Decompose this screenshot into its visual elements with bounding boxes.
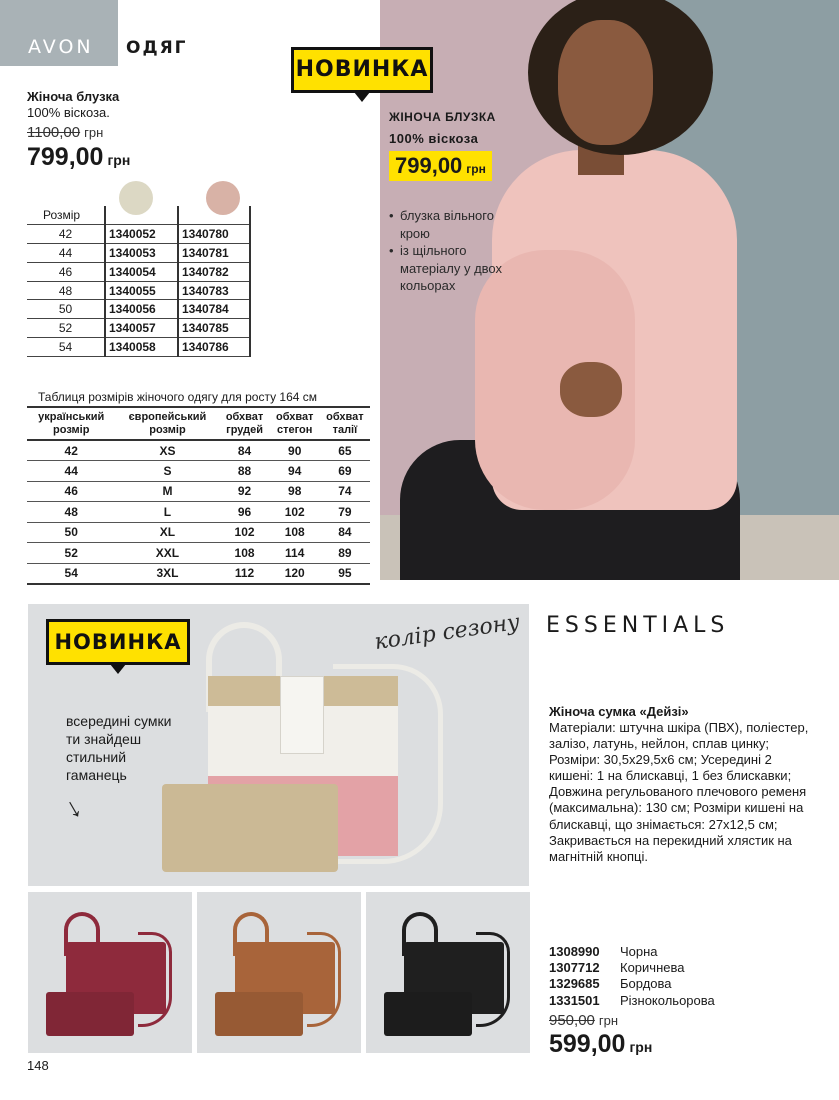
variant-color: Коричнева — [620, 960, 685, 976]
variant-code: 1308990 — [549, 944, 600, 959]
currency: грн — [84, 125, 104, 140]
blouse-material: 100% віскоза. — [27, 105, 110, 120]
variant-code: 1307712 — [549, 960, 600, 976]
code-cell: 1340781 — [178, 244, 250, 263]
currency: грн — [598, 1013, 619, 1028]
size-chart-cell: 112 — [219, 563, 269, 584]
old-price-value: 950,00 — [549, 1012, 595, 1029]
size-cell: 42 — [27, 225, 105, 244]
old-price-value: 1100,00 — [27, 124, 81, 141]
code-cell: 1340058 — [105, 338, 178, 357]
thumb-wallet — [46, 992, 134, 1036]
season-color-script: колір сезону — [372, 609, 522, 656]
code-cell: 1340057 — [105, 319, 178, 338]
code-cell: 1340054 — [105, 262, 178, 281]
header-line: розмір — [53, 423, 90, 436]
bag-description: Матеріали: штучна шкіра (ПВХ), поліестер, залізо, латунь, нейлон, сплав цинку; Розміри: 30,5х29,5х6 см; Усередині 2 кишені: 1 на блискавці, 1 без блискавки; Довжина регульованого плечового ременя (максимальна): 130 см; Розміри кишені на блискавці, що знімається: 27х12,5 см; Закривається на перекидний хлястик на магнітній кнопці. — [549, 720, 809, 864]
header-line: український — [38, 410, 105, 423]
blouse-name: Жіноча блузка — [27, 89, 120, 104]
size-cell: 52 — [27, 319, 105, 338]
hero-price-value: 799,00 — [395, 153, 463, 178]
product-code-table — [27, 206, 251, 357]
variant-color: Бордова — [620, 976, 672, 992]
code-cell: 1340052 — [105, 225, 178, 244]
size-chart-cell: 88 — [219, 461, 269, 482]
size-chart-cell: 48 — [27, 502, 115, 523]
code-row — [27, 262, 250, 281]
size-chart-cell: 44 — [27, 461, 115, 482]
hero-material: 100% віскоза — [389, 131, 479, 146]
feature-item: • блузка вільного крою — [389, 207, 509, 242]
size-chart-cell: 98 — [270, 481, 320, 502]
photo-hand — [560, 362, 622, 417]
variant-row — [549, 993, 715, 1009]
size-chart-row — [27, 502, 370, 523]
size-chart-row — [27, 543, 370, 564]
thumb-wallet — [384, 992, 472, 1036]
code-row — [27, 225, 250, 244]
size-chart-cell: 79 — [320, 502, 370, 523]
code-cell: 1340055 — [105, 281, 178, 300]
feature-item: • із щільного матеріалу у двох кольорах — [389, 242, 509, 295]
size-chart-cell: 65 — [320, 440, 370, 461]
code-cell: 1340056 — [105, 300, 178, 319]
size-chart-column-header — [115, 407, 219, 440]
size-chart-cell: 74 — [320, 481, 370, 502]
code-row — [27, 319, 250, 338]
size-chart-cell: XL — [115, 522, 219, 543]
photo-face — [558, 20, 653, 145]
size-chart-cell: 84 — [219, 440, 269, 461]
header-line: обхват — [275, 410, 314, 423]
code-col-pink — [178, 206, 250, 225]
essentials-heading: ESSENTIALS — [546, 613, 730, 638]
size-chart-cell: M — [115, 481, 219, 502]
size-chart-cell: 108 — [219, 543, 269, 564]
size-chart-cell: 84 — [320, 522, 370, 543]
variant-code: 1331501 — [549, 992, 600, 1008]
header-line: обхват — [225, 410, 264, 423]
header-line: стегон — [277, 423, 313, 436]
size-chart-cell: 90 — [270, 440, 320, 461]
blouse-old-price — [27, 124, 103, 141]
size-chart-row — [27, 440, 370, 461]
bag-caption — [66, 712, 171, 784]
page-number: 148 — [27, 1058, 49, 1073]
size-chart-column-header — [270, 407, 320, 440]
size-chart-cell: 95 — [320, 563, 370, 584]
size-cell: 44 — [27, 244, 105, 263]
bag-thumb-brown[interactable] — [197, 892, 361, 1053]
size-chart-cell: S — [115, 461, 219, 482]
size-chart-cell: 120 — [270, 563, 320, 584]
code-cell: 1340780 — [178, 225, 250, 244]
size-cell: 50 — [27, 300, 105, 319]
variant-code: 1329685 — [549, 976, 600, 992]
header-line: обхват — [326, 410, 364, 423]
currency: грн — [629, 1039, 653, 1055]
size-chart-caption: Таблиця розмірів жіночого одягу для росту 164 см — [38, 390, 318, 404]
header-line: європейський — [128, 410, 207, 423]
size-chart-cell: 102 — [270, 502, 320, 523]
bag-new-price — [549, 1030, 652, 1059]
size-chart-cell: 69 — [320, 461, 370, 482]
size-chart-header — [27, 407, 370, 440]
currency: грн — [466, 162, 486, 176]
bag-codes — [549, 944, 715, 1009]
blouse-new-price — [27, 143, 130, 172]
code-cell: 1340053 — [105, 244, 178, 263]
code-col-beige — [105, 206, 178, 225]
size-chart-table — [27, 406, 370, 585]
bag-title: Жіноча сумка «Дейзі» — [549, 704, 689, 719]
variant-row — [549, 976, 715, 992]
size-chart-cell: 102 — [219, 522, 269, 543]
code-cell: 1340785 — [178, 319, 250, 338]
thumb-wallet — [215, 992, 303, 1036]
bag-thumb-black[interactable] — [366, 892, 530, 1053]
header-line: талії — [332, 423, 358, 436]
variant-color: Різнокольорова — [620, 992, 715, 1008]
new-badge: НОВИНКА — [291, 47, 433, 93]
section-title: ОДЯГ — [126, 38, 188, 58]
new-badge-bag: НОВИНКА — [46, 619, 190, 665]
caption-line: стильний — [66, 749, 127, 765]
size-chart-cell: 54 — [27, 563, 115, 584]
bag-old-price — [549, 1012, 618, 1029]
size-chart-cell: 46 — [27, 481, 115, 502]
size-chart-cell: 89 — [320, 543, 370, 564]
size-chart-cell: 50 — [27, 522, 115, 543]
size-cell: 46 — [27, 262, 105, 281]
variant-row — [549, 944, 715, 960]
size-chart-row — [27, 481, 370, 502]
size-chart-cell: 108 — [270, 522, 320, 543]
size-chart-cell: 3XL — [115, 563, 219, 584]
currency: грн — [107, 152, 131, 168]
size-chart-cell: 94 — [270, 461, 320, 482]
code-row — [27, 281, 250, 300]
size-label: Розмір — [27, 206, 105, 225]
hero-title: ЖІНОЧА БЛУЗКА — [389, 110, 496, 124]
header-line: грудей — [226, 423, 263, 436]
code-cell: 1340786 — [178, 338, 250, 357]
caption-line: гаманець — [66, 767, 127, 783]
code-cell: 1340783 — [178, 281, 250, 300]
size-chart-cell: XXL — [115, 543, 219, 564]
caption-line: всередині сумки — [66, 713, 172, 729]
new-price-value: 599,00 — [549, 1030, 626, 1058]
size-chart-column-header — [320, 407, 370, 440]
size-chart-row — [27, 461, 370, 482]
caption-line: ти знайдеш — [66, 731, 142, 747]
code-row — [27, 300, 250, 319]
brand-logo: AVON — [28, 36, 94, 58]
size-chart-cell: 52 — [27, 543, 115, 564]
code-row — [27, 244, 250, 263]
code-table-header — [27, 206, 250, 225]
size-chart-cell: L — [115, 502, 219, 523]
size-chart-cell: XS — [115, 440, 219, 461]
code-row — [27, 338, 250, 357]
new-price-value: 799,00 — [27, 143, 104, 171]
size-cell: 54 — [27, 338, 105, 357]
variant-row — [549, 960, 715, 976]
bag-flap — [280, 676, 324, 754]
code-cell: 1340784 — [178, 300, 250, 319]
code-cell: 1340782 — [178, 262, 250, 281]
size-chart-cell: 96 — [219, 502, 269, 523]
hero-features — [389, 207, 509, 295]
size-chart-column-header — [27, 407, 115, 440]
size-chart-row — [27, 522, 370, 543]
size-chart-cell: 42 — [27, 440, 115, 461]
bag-thumb-burgundy[interactable] — [28, 892, 192, 1053]
size-chart-cell: 114 — [270, 543, 320, 564]
variant-color: Чорна — [620, 944, 658, 959]
size-chart-cell: 92 — [219, 481, 269, 502]
arrow-down-icon: ↓ — [58, 790, 87, 825]
header-line: розмір — [149, 423, 186, 436]
size-cell: 48 — [27, 281, 105, 300]
size-chart-row — [27, 563, 370, 584]
hero-price-tag — [389, 151, 492, 181]
size-chart-column-header — [219, 407, 269, 440]
bag-wallet — [162, 784, 338, 872]
